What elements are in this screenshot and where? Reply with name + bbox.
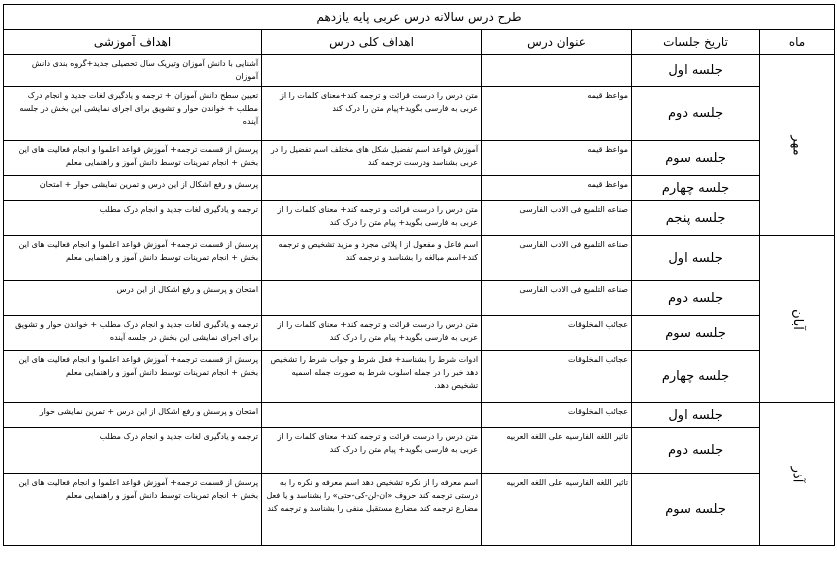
table-row <box>4 201 835 236</box>
session-cell: جلسه اول <box>632 236 760 281</box>
lesson-plan-table-wrapper <box>3 4 834 546</box>
general-goal-cell: متن درس را درست قرائت و ترجمه کند+ معنای کلمات را از عربی به فارسی بگوید+ پیام متن را درک کند <box>262 316 482 351</box>
month-label: آبان <box>789 308 805 330</box>
general-goal-cell: متن درس را درست قرائت و ترجمه کند+معنای کلمات را از عربی به فارسی بگوید+پیام متن را درک کند <box>262 87 482 141</box>
lesson-cell: عجائب المخلوقات <box>482 316 632 351</box>
month-cell <box>760 55 835 236</box>
teaching-goal-cell: امتحان و پرسش و رفع اشکال از این درس <box>4 281 262 316</box>
general-goal-cell: ادوات شرط را بشناسد+ فعل شرط و جواب شرط را تشخیص دهد خبر را در جمله اسلوب شرط به صورت جمله اسمیه تشخیص دهد. <box>262 351 482 403</box>
session-cell: جلسه پنجم <box>632 201 760 236</box>
lesson-cell: عجائب المخلوقات <box>482 403 632 428</box>
teaching-goal-cell: ترجمه و یادگیری لغات جدید و انجام درک مطلب <box>4 428 262 474</box>
header-teaching-goals: اهداف آموزشی <box>4 30 262 55</box>
general-goal-cell: اسم فاعل و مفعول از ا پلاثی مجرد و مزید تشخیص و ترجمه کند+اسم مبالغه را بشناسد و ترجمه کند <box>262 236 482 281</box>
teaching-goal-cell: ترجمه و یادگیری لغات جدید و انجام درک مطلب + خواندن حوار و تشویق برای اجرای نمایشی این بخش در جلسه آینده <box>4 316 262 351</box>
general-goal-cell <box>262 55 482 87</box>
table-row <box>4 87 835 141</box>
session-cell: جلسه سوم <box>632 316 760 351</box>
session-cell: جلسه اول <box>632 403 760 428</box>
teaching-goal-cell: پرسش از قسمت ترجمه+ آموزش قواعد اعلموا و انجام فعالیت های این بخش + انجام تمرینات توسط دانش آموز و راهنمایی معلم <box>4 236 262 281</box>
general-goal-cell: آموزش قواعد اسم تفضیل شکل های مختلف اسم تفضیل را در عربی بشناسد ودرست ترجمه کند <box>262 141 482 176</box>
lesson-plan-table <box>3 4 835 546</box>
table-row <box>4 141 835 176</box>
lesson-cell: تاثیر اللغه الفارسیه علی اللغه العربیه <box>482 428 632 474</box>
lesson-cell: صناعه التلمیع فی الادب الفارسی <box>482 281 632 316</box>
table-row <box>4 403 835 428</box>
header-session-date: تاریخ جلسات <box>632 30 760 55</box>
page-title: طرح درس سالانه درس عربی پایه یازدهم <box>4 5 835 30</box>
lesson-cell: مواعظ قیمه <box>482 141 632 176</box>
general-goal-cell <box>262 281 482 316</box>
general-goal-cell <box>262 176 482 201</box>
session-cell: جلسه اول <box>632 55 760 87</box>
lesson-cell: مواعظ قیمه <box>482 176 632 201</box>
session-cell: جلسه سوم <box>632 474 760 546</box>
header-lesson-title: عنوان درس <box>482 30 632 55</box>
table-row <box>4 176 835 201</box>
teaching-goal-cell: پرسش از قسمت ترجمه+ آموزش قواعد اعلموا و انجام فعالیت های این بخش + انجام تمرینات توسط دانش آموز و راهنمایی معلم <box>4 141 262 176</box>
general-goal-cell: اسم معرفه را از نکره تشخیص دهد اسم معرفه و نکره را به درستی ترجمه کند حروف «ان-لن-کی-حتی» را بشناسد و یا فعل مضارع ترجمه کند مضارع مستقبل منفی را بشناسد و ترجمه کند <box>262 474 482 546</box>
teaching-goal-cell: پرسش از قسمت ترجمه+ آموزش قواعد اعلموا و انجام فعالیت های این بخش + انجام تمرینات توسط دانش آموز و راهنمایی معلم <box>4 351 262 403</box>
month-cell <box>760 236 835 403</box>
teaching-goal-cell: پرسش از قسمت ترجمه+ آموزش قواعد اعلموا و انجام فعالیت های این بخش + انجام تمرینات توسط دانش آموز و راهنمایی معلم <box>4 474 262 546</box>
table-row <box>4 351 835 403</box>
month-cell <box>760 403 835 546</box>
general-goal-cell <box>262 403 482 428</box>
session-cell: جلسه دوم <box>632 281 760 316</box>
table-row <box>4 55 835 87</box>
session-cell: جلسه دوم <box>632 428 760 474</box>
lesson-cell: عجائب المخلوقات <box>482 351 632 403</box>
month-label: آذر <box>789 466 805 482</box>
table-row <box>4 316 835 351</box>
lesson-cell: صناعه التلمیع فی الادب الفارسی <box>482 201 632 236</box>
teaching-goal-cell: آشنایی با دانش آموزان وتیریک سال تحصیلی جدید+گروه بندی دانش آموزان <box>4 55 262 87</box>
session-cell: جلسه دوم <box>632 87 760 141</box>
header-row <box>4 30 835 55</box>
lesson-cell: صناعه التلمیع فی الادب الفارسی <box>482 236 632 281</box>
lesson-cell: مواعظ قیمه <box>482 87 632 141</box>
teaching-goal-cell: ترجمه و یادگیری لغات جدید و انجام درک مطلب <box>4 201 262 236</box>
teaching-goal-cell: تعیین سطح دانش آموزان + ترجمه و یادگیری لغات جدید و انجام درک مطلب + خواندن حوار و تشویق برای اجرای نمایشی این بخش در جلسه آینده <box>4 87 262 141</box>
table-row <box>4 281 835 316</box>
header-general-goals: اهداف کلی درس <box>262 30 482 55</box>
table-row <box>4 428 835 474</box>
session-cell: جلسه سوم <box>632 141 760 176</box>
table-row <box>4 474 835 546</box>
session-cell: جلسه چهارم <box>632 351 760 403</box>
teaching-goal-cell: امتحان و پرسش و رفع اشکال از این درس + تمرین نمایشی حوار <box>4 403 262 428</box>
general-goal-cell: متن درس را درست قرائت و ترجمه کند+ معنای کلمات را از عربی به فارسی بگوید+ پیام متن را درک کند <box>262 201 482 236</box>
header-month: ماه <box>760 30 835 55</box>
month-label: مهر <box>789 134 805 156</box>
lesson-cell: تاثیر اللغه الفارسیه علی اللغه العربیه <box>482 474 632 546</box>
session-cell: جلسه چهارم <box>632 176 760 201</box>
table-row <box>4 236 835 281</box>
general-goal-cell: متن درس را درست قرائت و ترجمه کند+ معنای کلمات را از عربی به فارسی بگوید+ پیام متن را درک کند <box>262 428 482 474</box>
lesson-cell <box>482 55 632 87</box>
teaching-goal-cell: پرسش و رفع اشکال از این درس و تمرین نمایشی حوار + امتحان <box>4 176 262 201</box>
